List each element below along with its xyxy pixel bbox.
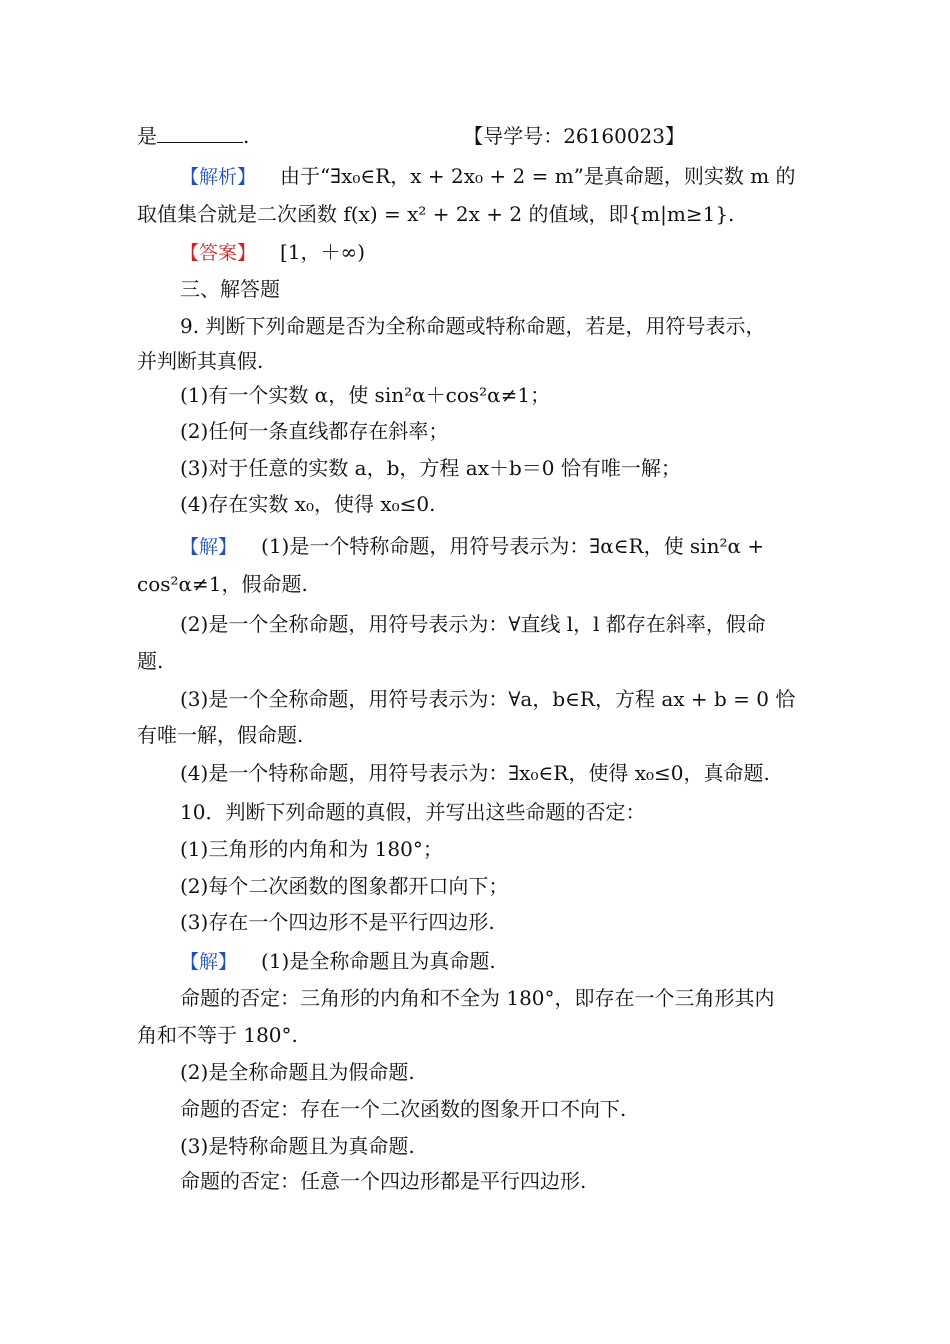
q9-item: (2)任何一条直线都存在斜率； bbox=[180, 419, 449, 443]
q10-solution-line: 命题的否定：任意一个四边形都是平行四边形. bbox=[180, 1169, 587, 1193]
analysis-line-2 bbox=[137, 199, 820, 229]
reference-number: 【导学号：26160023】 bbox=[463, 124, 685, 148]
answer-prefix: 是 bbox=[137, 124, 157, 148]
analysis-tag: 【解析】 bbox=[180, 166, 257, 188]
answer-line bbox=[180, 237, 820, 268]
q9-item: (3)对于任意的实数 a，b，方程 ax＋b＝0 恰有唯一解； bbox=[180, 456, 681, 480]
q9-solution-line: cos²α≠1，假命题. bbox=[137, 572, 308, 596]
answer-suffix: . bbox=[243, 124, 250, 148]
q9-solution-tag: 【解】 bbox=[180, 536, 238, 558]
q9-solution-line: (4)是一个特称命题，用符号表示为：∃x₀∈R，使得 x₀≤0，真命题. bbox=[180, 761, 770, 785]
section-title: 三、解答题 bbox=[180, 277, 280, 301]
q10-item: (3)存在一个四边形不是平行四边形. bbox=[180, 910, 495, 934]
q10-stem: 10．判断下列命题的真假，并写出这些命题的否定： bbox=[180, 800, 646, 824]
q9-stem-2: 并判断其真假. bbox=[137, 349, 264, 373]
q9-solution-line: 题. bbox=[137, 649, 164, 673]
q10-solution-line: (2)是全称命题且为假命题. bbox=[180, 1060, 415, 1084]
q9-solution-line: (3)是一个全称命题，用符号表示为：∀a，b∈R，方程 ax + b = 0 恰 bbox=[180, 687, 796, 711]
q9-solution-line bbox=[180, 531, 820, 562]
q10-solution-line: 角和不等于 180°. bbox=[137, 1023, 298, 1047]
analysis-text-1: 由于“∃x₀∈R，x + 2x₀ + 2 = m”是真命题，则实数 m 的 bbox=[280, 164, 796, 188]
q10-solution-line: 命题的否定：三角形的内角和不全为 180°，即存在一个三角形其内 bbox=[180, 986, 775, 1010]
q10-solution-line bbox=[180, 946, 820, 977]
q9-solution-line: 有唯一解，假命题. bbox=[137, 723, 304, 747]
answer-tag: 【答案】 bbox=[180, 242, 257, 264]
analysis-text-2: 取值集合就是二次函数 f(x) = x² + 2x + 2 的值域，即{m|m≥1}. bbox=[137, 202, 735, 226]
q10-solution-text: (1)是全称命题且为真命题. bbox=[261, 949, 496, 973]
q9-item: (4)存在实数 x₀，使得 x₀≤0. bbox=[180, 492, 436, 516]
answer-value: [1，＋∞) bbox=[280, 240, 366, 264]
q9-stem-1: 9. 判断下列命题是否为全称命题或特称命题，若是，用符号表示， bbox=[180, 314, 766, 338]
q10-item: (1)三角形的内角和为 180°； bbox=[180, 837, 443, 861]
analysis-line-1 bbox=[180, 161, 820, 192]
q9-solution-line: (2)是一个全称命题，用符号表示为：∀直线 l，l 都存在斜率，假命 bbox=[180, 612, 766, 636]
q10-solution-line: (3)是特称命题且为真命题. bbox=[180, 1134, 415, 1158]
answer-blank-line bbox=[137, 121, 820, 151]
q9-solution-text: (1)是一个特称命题，用符号表示为：∃α∈R，使 sin²α + bbox=[261, 534, 765, 558]
q9-item: (1)有一个实数 α，使 sin²α＋cos²α≠1； bbox=[180, 383, 551, 407]
q10-solution-line: 命题的否定：存在一个二次函数的图象开口不向下. bbox=[180, 1097, 627, 1121]
q10-solution-tag: 【解】 bbox=[180, 951, 238, 973]
q10-item: (2)每个二次函数的图象都开口向下； bbox=[180, 874, 509, 898]
answer-blank bbox=[157, 122, 243, 143]
